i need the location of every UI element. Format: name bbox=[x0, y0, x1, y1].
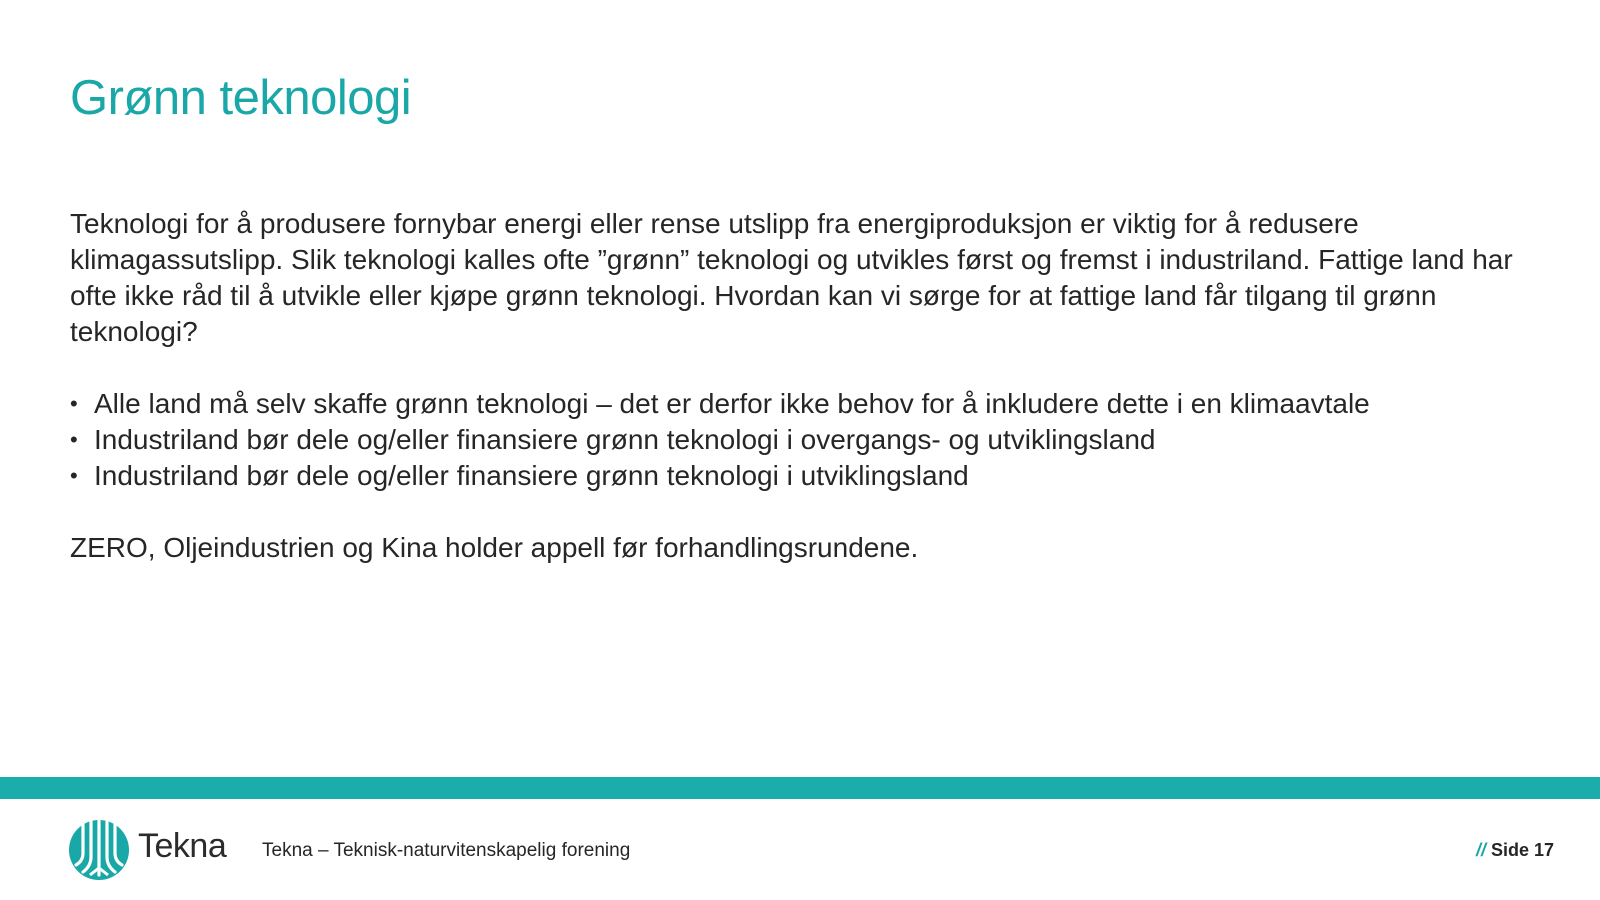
bullet-item bbox=[70, 422, 1550, 458]
logo-wordmark: Tekna bbox=[138, 827, 227, 865]
bullet-item bbox=[70, 458, 1550, 494]
bullet-icon: • bbox=[70, 463, 78, 488]
page-label: Side 17 bbox=[1490, 840, 1554, 860]
page-prefix: // bbox=[1475, 840, 1486, 860]
tekna-logo-icon bbox=[68, 819, 130, 881]
bullet-text: Industriland bør dele og/eller finansiere grønn teknologi i overgangs- og utviklingsland bbox=[94, 424, 1156, 455]
footer-accent-bar bbox=[0, 777, 1600, 799]
page-number bbox=[1476, 840, 1554, 861]
bullet-item bbox=[70, 386, 1550, 422]
bullet-text: Industriland bør dele og/eller finansiere grønn teknologi i utviklingsland bbox=[94, 460, 969, 491]
bullet-list bbox=[70, 386, 1550, 494]
closing-paragraph: ZERO, Oljeindustrien og Kina holder appell før forhandlingsrundene. bbox=[70, 532, 919, 563]
footer bbox=[0, 799, 1600, 900]
bullet-text: Alle land må selv skaffe grønn teknologi – det er derfor ikke behov for å inkludere dette i en klimaavtale bbox=[94, 388, 1370, 419]
organization-name: Tekna – Teknisk-naturvitenskapelig forening bbox=[262, 840, 631, 861]
bullet-icon: • bbox=[70, 391, 78, 416]
bullet-icon: • bbox=[70, 427, 78, 452]
slide-title: Grønn teknologi bbox=[70, 71, 412, 125]
slide-body bbox=[70, 206, 1550, 566]
intro-paragraph: Teknologi for å produsere fornybar energi eller rense utslipp fra energiproduksjon er viktig for å redusere klimagassutslipp. Slik teknologi kalles ofte ”grønn” teknologi og utvikles først og fremst i industriland. Fattige land har ofte ikke råd til å utvikle eller kjøpe grønn teknologi. Hvordan kan vi sørge for at fattige land får tilgang til grønn teknologi? bbox=[70, 208, 1513, 347]
